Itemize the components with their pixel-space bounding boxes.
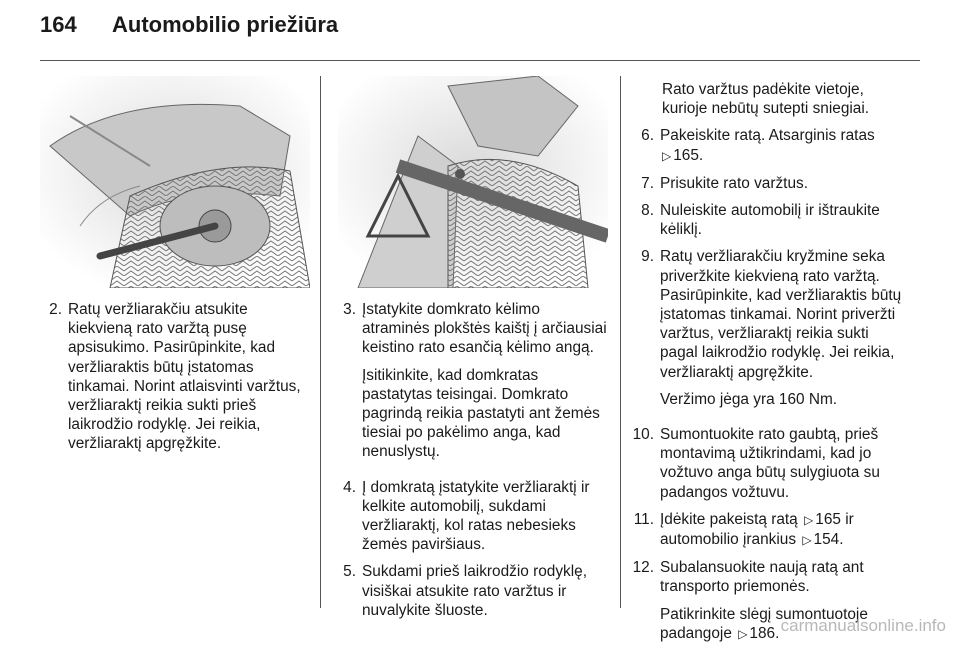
step-text: Į domkratą įstatykite veržliaraktį ir kelkite automobilį, sukdami veržliaraktį, kol ratas nebesieks žemės paviršiaus. — [362, 478, 590, 554]
step-note: Įsitikinkite, kad domkratas pastatytas teisingai. Domkrato pagrindą reikia pastatyti ant žemės tiesiai po pakėlimo anga, kad nenuslystų. — [362, 366, 600, 461]
page-title: Automobilio priežiūra — [112, 12, 339, 37]
step-number: 3. — [343, 301, 356, 318]
step-text: Subalansuokite naują ratą ant transporto priemonės. — [660, 559, 864, 596]
step-number: 5. — [343, 563, 356, 581]
column-divider-2 — [620, 76, 621, 608]
step-item — [334, 478, 608, 555]
step-number: 2. — [49, 301, 62, 318]
step-text: Ratų veržliarakčiu atsukite kiekvieną rato varžtą pusę apsisukimo. Pasirūpinkite, kad veržliaraktis būtų įstatomas tinkamai. Norint atlaisvinti varžtus, veržliaraktį reikia sukti prieš laikrodžio rodyklę. Jei reikia, veržliaraktį apgręžkite. — [68, 301, 301, 453]
torque-note: Veržimo jėga yra 160 Nm. — [660, 390, 838, 408]
column-divider-1 — [320, 76, 321, 608]
step-number: 4. — [343, 478, 356, 496]
step-item — [632, 558, 908, 652]
page-number: 164 — [40, 12, 77, 37]
wheel-wrench-illustration — [40, 76, 310, 288]
page-ref-link[interactable]: ▷ 165 ir — [802, 511, 854, 528]
column-3 — [632, 80, 908, 660]
step-note: Patikrinkite slėgį sumontuotoje padangoje — [660, 605, 868, 642]
step-text: Įstatykite domkrato kėlimo atraminės plokštės kaištį į arčiausiai keistino rato esančią kėlimo angą. — [362, 301, 607, 357]
step-text: automobilio įrankius — [660, 531, 797, 549]
page-ref-link[interactable]: ▷ 165. — [660, 147, 703, 164]
step-text: Sumontuokite rato gaubtą, prieš montavimą užtikrindami, kad jo vožtuvo anga būtų sulygiuota su padangos vožtuvu. — [660, 426, 880, 501]
step-text: Pakeiskite ratą. Atsarginis ratas — [660, 127, 875, 145]
step-item — [334, 300, 608, 470]
jack-placement-illustration — [338, 76, 608, 288]
step-number: 10. — [632, 426, 654, 444]
step-item — [334, 562, 608, 620]
step-number: 12. — [632, 559, 654, 577]
step-number: 6. — [641, 127, 654, 145]
step-text: Sukdami prieš laikrodžio rodyklę, visiškai atsukite rato varžtus ir nuvalykite šluoste. — [362, 563, 587, 619]
step-item — [632, 201, 908, 239]
step-number: 7. — [641, 174, 654, 192]
step-item — [632, 510, 908, 550]
step-text: Nuleiskite automobilį ir ištraukite kėliklį. — [660, 202, 880, 239]
column-1 — [40, 300, 310, 462]
step-number: 8. — [641, 202, 654, 220]
step-item — [632, 425, 908, 502]
column-2 — [334, 300, 608, 628]
page-ref-link[interactable]: ▷ 154. — [800, 531, 843, 548]
step-item — [632, 174, 908, 193]
step-text: Prisukite rato varžtus. — [660, 174, 808, 192]
page-ref-link[interactable]: ▷ 186. — [736, 625, 779, 642]
step-number: 11. — [633, 510, 654, 528]
step-text: Ratų veržliarakčiu kryžmine seka priveržkite kiekvieną rato varžtą. Pasirūpinkite, kad veržliaraktis būtų įstatomas tinkamai. Norint priveržti varžtus, veržliaraktį reikia sukti pagal laikrodžio rodyklę. Jei reikia, veržliaraktį apgręžkite. — [660, 248, 902, 381]
step-item — [632, 247, 908, 417]
header-rule — [40, 60, 920, 61]
continued-text: Rato varžtus padėkite vietoje, kurioje nebūtų sutepti sniegiai. — [662, 81, 870, 118]
page-header — [40, 12, 338, 38]
step-item — [40, 300, 310, 454]
step-text: Įdėkite pakeistą ratą — [660, 510, 798, 528]
step-number: 9. — [641, 248, 654, 266]
watermark: carmanualsonline.info — [780, 616, 946, 635]
step-item — [632, 126, 908, 165]
